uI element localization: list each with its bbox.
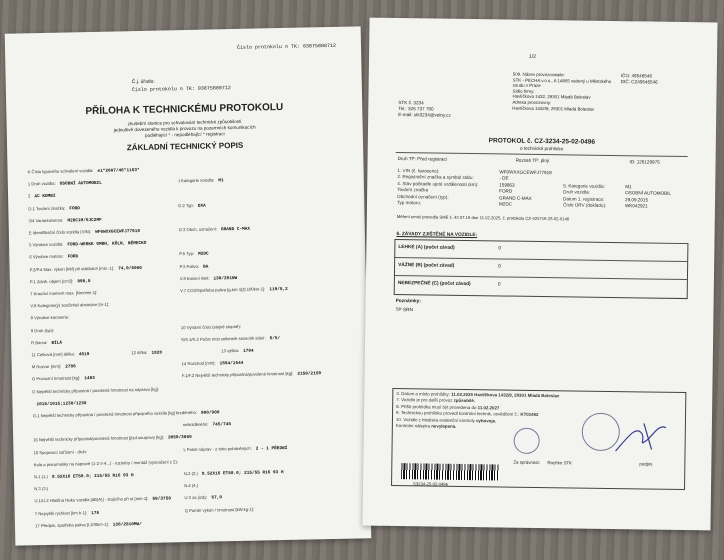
spec-label: Kola a pneumatiky na nápravě (1-2-3-4...) - rozměry / montáž (vyznačení z 2): bbox=[33, 459, 179, 468]
cj-label: Č.j. úřadu: bbox=[131, 78, 155, 86]
result-value: vyhovuje. bbox=[475, 417, 497, 423]
spec-row bbox=[30, 278, 91, 285]
spec-label: 11 Celková [mm] délka: bbox=[31, 351, 75, 358]
spec-row-secondary bbox=[184, 469, 284, 477]
spec-value: WF0WXXGCEWFJ77918 bbox=[95, 228, 141, 235]
document-subtitle bbox=[7, 116, 363, 141]
spec-value: 4519 bbox=[78, 352, 90, 358]
spec-label: 15 Největší technicky přípustná/povolená hmotnost [jízd.soupravy [kg]: bbox=[33, 434, 165, 443]
spec-value: e1*2007/46*1163* bbox=[97, 167, 140, 174]
spec-row-secondary bbox=[181, 323, 241, 329]
spec-row bbox=[30, 302, 109, 309]
spec-row bbox=[34, 472, 134, 480]
spec-label: N.1 (1.) bbox=[33, 473, 48, 480]
field-label: Typ motoru: bbox=[396, 199, 422, 206]
field-label: 5. Kategorie vozidla: bbox=[563, 183, 605, 189]
result-label: 9. Technickou prohlídku provedl kontrolní technik, osvědčení č.: bbox=[396, 410, 521, 417]
result-value: 11.02.2025 Havlíčkova 1432/8, 29301 Mladá Boleslav bbox=[451, 391, 560, 399]
company-ids bbox=[621, 73, 658, 86]
spec-value: GRAND C-MAX bbox=[220, 226, 251, 233]
field-value: M2DC bbox=[498, 201, 513, 207]
result-value: způsobilé. bbox=[453, 398, 476, 404]
spec-row-secondary bbox=[185, 506, 254, 512]
operator-line: Havlíčkova 1432/8, 29301 Mladá Boleslav bbox=[512, 105, 595, 112]
spec-row-secondary bbox=[178, 202, 206, 209]
defects-serious-count: 0 bbox=[498, 264, 501, 270]
spec-label: V.9 Kategorie(y) součinitel absorpce [m-1]: bbox=[30, 301, 110, 309]
spec-value: 3050/3050 bbox=[167, 435, 192, 441]
spec-row bbox=[32, 375, 95, 382]
spec-label: S/S.1/S.2 Počet míst celkem/k sezení/k stání: bbox=[181, 335, 266, 342]
page-number: 1/2 bbox=[528, 53, 537, 60]
spec-value: 67,0 bbox=[211, 495, 223, 501]
spec-label: D.2 Typ: bbox=[178, 202, 194, 208]
spec-row-secondary bbox=[183, 421, 231, 428]
stk-line: Tel.: 326 737 780 bbox=[398, 106, 434, 112]
spec-label: 9 Druh (typ): bbox=[30, 327, 55, 333]
spec-value: M2DC bbox=[198, 251, 209, 258]
spec-row-secondary bbox=[182, 360, 244, 367]
vehicle-field bbox=[397, 193, 532, 201]
druh-tp: Druh TP: Před registrací bbox=[397, 156, 448, 162]
operator-line: Adresa provozovny: bbox=[512, 99, 552, 106]
spec-label: U.3 za jízdy: bbox=[184, 495, 208, 501]
spec-row bbox=[29, 217, 102, 225]
operator-line: soudu v Praze bbox=[512, 82, 541, 89]
spec-row-secondary bbox=[131, 350, 162, 357]
spec-row-secondary bbox=[179, 226, 250, 233]
spec-label: 14 Rozchod [mm]: bbox=[181, 360, 216, 367]
spec-label: M Rozvor [mm]: bbox=[31, 363, 62, 370]
vehicle-field bbox=[563, 189, 672, 197]
operator-info bbox=[512, 72, 611, 113]
field-value: GRAND C-MAX bbox=[499, 195, 532, 201]
vehicle-field bbox=[397, 187, 513, 194]
result-label: Kontrolní nálepka bbox=[395, 423, 432, 429]
spec-row bbox=[31, 315, 70, 321]
spec-row bbox=[35, 510, 100, 517]
operator-line: 509. Název provozovatele: bbox=[512, 71, 565, 78]
spec-value: 2 - 1 PŘEDNÍ bbox=[255, 445, 288, 452]
field-label: 4. Stav počitadle ujeté vzdálenosti (km): bbox=[397, 180, 479, 187]
spec-row bbox=[29, 228, 140, 236]
protocol-title: PROTOKOL č. CZ-3234-25-02-0496 bbox=[488, 137, 596, 146]
spec-row-secondary bbox=[178, 177, 224, 184]
spec-label: N.2 (2.) bbox=[183, 470, 198, 477]
spec-row bbox=[33, 409, 220, 419]
result-label: 10. Vozidlo z hlediska evidenční kontroly bbox=[395, 416, 477, 423]
spec-label: P.2/P.4 Max. výkon [kW] při otáčkách [min.-1]: bbox=[29, 265, 115, 272]
sign-label: Za správnost: bbox=[513, 459, 541, 466]
spec-label: E Identifikační číslo vozidla (VIN): bbox=[28, 229, 92, 236]
spec-row bbox=[29, 240, 146, 248]
dic: DIČ: CZ49546546 bbox=[620, 79, 658, 85]
spec-label: D.1 Tovární značka: bbox=[28, 205, 66, 211]
spec-row-secondary bbox=[179, 251, 208, 258]
spec-row bbox=[34, 496, 171, 505]
field-label: Tovární značka bbox=[397, 187, 429, 193]
field-label: Číslo ORV (dokladu): bbox=[562, 202, 607, 209]
signature-label: podpis bbox=[639, 461, 653, 467]
notes-label: Poznámky: bbox=[395, 298, 421, 305]
subtitle-line: zkušební stanice pro schvalování technické způsobilosti bbox=[127, 118, 242, 127]
spec-value: 138/2010MW/ bbox=[112, 521, 142, 528]
rozsah-tp: Rozsah TP: plný bbox=[515, 157, 550, 164]
spec-value: 1493 bbox=[84, 376, 95, 382]
spec-label: V.7 CO2/Spotřeba paliva [g.km-1]/[l.100km-1]: bbox=[180, 286, 266, 294]
protocol-number-top: Číslo protokolu o TK: 03875800712 bbox=[236, 42, 337, 51]
spec-value: 74,0/6000 bbox=[118, 265, 142, 272]
field-value: WF0WXXGCEWFJ77918 bbox=[499, 169, 552, 176]
spec-row bbox=[34, 459, 178, 467]
spec-value: M2DC1M/5JC2MF bbox=[67, 217, 102, 224]
field-value: FORD bbox=[499, 188, 513, 194]
vehicle-field bbox=[397, 174, 509, 181]
spec-label: D.3 Obch. označení: bbox=[178, 226, 218, 233]
defects-light-count: 0 bbox=[498, 246, 502, 252]
right-document bbox=[362, 18, 717, 531]
spec-value: 1554/1544 bbox=[219, 361, 244, 367]
spec-row-secondary bbox=[183, 445, 287, 453]
spec-label: 1 Druh vozidla: bbox=[27, 180, 56, 187]
vehicle-field bbox=[397, 167, 552, 176]
spec-row bbox=[34, 486, 48, 491]
spec-row bbox=[31, 339, 62, 346]
stk-info bbox=[398, 100, 451, 119]
result-label: 7. Vozidlo je pro další provoz bbox=[396, 397, 454, 404]
spec-label: nebrzděného: bbox=[182, 421, 209, 428]
spec-row bbox=[30, 265, 142, 273]
spec-value: 2150/2150 bbox=[297, 371, 322, 378]
emission-note: Měření emisí provedla SME č. 42.07.19 dne 11.02.2025, č. protokolu CZ-420719-25-02-0146 bbox=[396, 213, 570, 222]
field-value: 159863 bbox=[499, 182, 515, 188]
spec-label: Q Poměr výkon / hmotnost [kW.kg-1]: bbox=[184, 506, 255, 513]
spec-row-secondary bbox=[180, 275, 237, 282]
defects-serious: VÁŽNÉ (B) (počet závad) bbox=[398, 263, 455, 269]
operator-line: Sídlo firmy: bbox=[512, 88, 535, 94]
spec-row-secondary bbox=[184, 495, 222, 502]
spec-label: K Číslo typového schválení vozidla: bbox=[27, 167, 94, 175]
spec-row bbox=[28, 167, 140, 175]
spec-row bbox=[28, 205, 80, 212]
spec-value: 1015/1015;1230/1230 bbox=[36, 400, 87, 407]
spec-label: V.8 Emisní limit: bbox=[179, 275, 210, 281]
spec-value: 69/3750 bbox=[152, 496, 172, 503]
spec-label: 13 výška: bbox=[221, 347, 240, 354]
field-label: Datum 1. registrace: bbox=[563, 196, 605, 202]
field-value: M1 bbox=[625, 184, 632, 190]
spec-row bbox=[28, 193, 56, 200]
spec-row-secondary bbox=[184, 483, 198, 488]
vehicle-field bbox=[397, 180, 515, 188]
spec-label: L Počet náprav - z toho poháněných: bbox=[183, 445, 252, 452]
document-title: PŘÍLOHA K TECHNICKÉMU PROTOKOLU bbox=[85, 101, 284, 118]
spec-row bbox=[35, 521, 142, 529]
spec-row-tertiary bbox=[221, 348, 253, 355]
result-value: nevylepena. bbox=[431, 423, 457, 429]
spec-label: N.3 (3.) bbox=[34, 486, 49, 492]
spec-label: G Provozní hmotnost [kg]: bbox=[31, 375, 81, 382]
spec-row bbox=[33, 449, 87, 455]
spec-label: 10 Výrobní číslo (stejně stupně): bbox=[180, 323, 241, 330]
barcode-text: S3234-25-02-0496 bbox=[413, 481, 449, 487]
result-value: 11.02.2027 bbox=[477, 404, 500, 411]
spec-value: 745/745 bbox=[212, 422, 232, 428]
spec-label: 5 Výrobce vozidla: bbox=[29, 241, 64, 248]
spec-value: 119/5,2 bbox=[269, 286, 288, 293]
field-value: OSOBNÍ AUTOMOBIL bbox=[625, 190, 672, 197]
spec-label: T Nejvyšší rychlost [km.h-1]: bbox=[34, 509, 88, 516]
field-label: Druh vozidla: bbox=[563, 189, 590, 196]
vehicle-field bbox=[563, 196, 649, 203]
field-label: 1. VIN (č. karoserie): bbox=[397, 167, 440, 174]
spec-value: 900/900 bbox=[200, 410, 220, 416]
spec-value: 1704 bbox=[243, 348, 254, 354]
spec-label: R Barva: bbox=[31, 339, 48, 346]
spec-label: 7 Kroutící moment max. [Nm/min-1]: bbox=[30, 289, 98, 297]
barcode bbox=[401, 463, 499, 480]
spec-row bbox=[32, 400, 86, 407]
field-value: - DE bbox=[499, 175, 509, 181]
result-line bbox=[396, 423, 457, 429]
subtitle-line: jednotlivě dovezeného vozidla k provozu na pozemních komunikacích bbox=[113, 124, 256, 133]
spec-row bbox=[33, 434, 192, 443]
defects-dangerous: NEBEZPEČNÉ (C) (počet závad) bbox=[397, 281, 471, 288]
spec-label: 17 Předpis, spotřeba paliva [l.100km-1]: bbox=[34, 521, 109, 529]
section-heading: ZÁKLADNÍ TECHNICKÝ POPIS bbox=[126, 140, 244, 153]
spec-value: BA bbox=[203, 264, 209, 270]
spec-row bbox=[30, 290, 97, 296]
spec-row-secondary bbox=[181, 335, 280, 343]
field-label: 2. Registrační značka a symbol státu: bbox=[397, 174, 474, 181]
vehicle-field bbox=[563, 183, 632, 190]
defects-light: LEHKÉ (A) (počet závad) bbox=[398, 245, 455, 251]
spec-label: P.3 Palivo: bbox=[179, 263, 200, 269]
vehicle-field bbox=[396, 199, 513, 207]
spec-label: 6 Výrobce motoru: bbox=[29, 253, 64, 260]
spec-value: 2788 bbox=[65, 364, 76, 370]
spec-label: U.1/U.2 Hladina hluku vozidla [dB(A)] - stojícího při ot [min-1]: bbox=[34, 496, 149, 504]
spec-value: 8.52X16 ET50.0; 215/55 R16 93 H bbox=[51, 473, 134, 480]
result-label: 8. Příští prohlídka musí být provedena do bbox=[396, 403, 478, 410]
spec-value: 1828 bbox=[151, 350, 163, 356]
spec-value: 8.52X16 ET50.0; 215/55 R16 93 H bbox=[201, 470, 284, 477]
spec-value: OSOBNÍ AUTOMOBIL bbox=[59, 180, 102, 187]
protocol-id: ID: 126129975 bbox=[629, 159, 660, 165]
spec-row bbox=[32, 386, 159, 394]
protocol-subtitle: o technické prohlídce bbox=[520, 145, 564, 152]
defects-title: 6. ZÁVADY ZJIŠTĚNÉ NA VOZIDLE: bbox=[396, 231, 478, 239]
spec-row bbox=[32, 364, 76, 371]
spec-value: DXA bbox=[197, 203, 206, 209]
spec-row bbox=[28, 180, 102, 188]
spec-label: N.4 (4.) bbox=[184, 483, 199, 489]
stamp-label: Razítko STK bbox=[547, 460, 573, 466]
field-value: 29.09.2015 bbox=[625, 196, 649, 203]
spec-label: P.1 Zdvih. objem [cm3]: bbox=[29, 278, 74, 285]
spec-row bbox=[31, 351, 89, 358]
operator-line: Havlíčkova 1432, 29301 Mladá Boleslav bbox=[512, 93, 591, 101]
spec-label: J Kategorie vozidla: bbox=[177, 177, 215, 184]
spec-label: F.1/F.2 Největší technicky přípustná/povolená hmotnost [kg]: bbox=[181, 371, 294, 379]
spec-label: O Největší technicky přípustná / povolená hmotnost na nápravu [kg]: bbox=[32, 386, 160, 394]
spec-label: 2 bbox=[28, 193, 31, 199]
spec-value: BÍLÁ bbox=[51, 340, 63, 346]
spec-row bbox=[29, 254, 78, 261]
spec-row-secondary bbox=[182, 371, 321, 380]
spec-value: FORD-WERKE GMBH, KÖLN, NĚMECKO bbox=[67, 241, 147, 248]
left-document bbox=[5, 26, 372, 545]
spec-label: 8 Výrobce karoserie: bbox=[30, 314, 70, 321]
subtitle-line: podléhající * - nepodléhající * registraci bbox=[144, 131, 225, 138]
result-value: KT01462 bbox=[520, 411, 539, 418]
spec-label: P.5 Typ: bbox=[179, 251, 195, 257]
spec-value: AC KOMBI bbox=[34, 194, 56, 200]
spec-value: FORD bbox=[69, 205, 80, 212]
stk-line: E-mail: stk3234@volny.cz bbox=[398, 112, 451, 118]
spec-value: FORD bbox=[67, 254, 79, 260]
spec-value: 5/5/ bbox=[269, 335, 281, 342]
operator-line: STK - PECHA v.o.s., A 14865 vedený u Městského bbox=[512, 77, 612, 84]
spec-value: M1 bbox=[218, 178, 224, 184]
spec-value: 176 bbox=[91, 510, 100, 516]
stk-line: STK č. 3234 bbox=[398, 100, 424, 106]
spec-value: 999,0 bbox=[77, 278, 91, 285]
field-label: Obchodní označení (typ): bbox=[397, 193, 449, 200]
spec-row bbox=[31, 327, 54, 332]
spec-label: 3/4 Varianta/verze: bbox=[28, 217, 64, 224]
signature bbox=[613, 417, 674, 458]
protocol-number: Číslo protokolu o TK: 03875800712 bbox=[131, 85, 231, 94]
spec-row-secondary bbox=[180, 263, 209, 270]
spec-label: 16 Spojovací zařízení - druh: bbox=[33, 448, 88, 455]
spec-label: 12 šířka: bbox=[131, 349, 148, 356]
vehicle-field bbox=[562, 202, 648, 209]
spec-row-secondary bbox=[180, 286, 288, 294]
spec-label: O.1 Největší technicky přípustná / povolená hmotnost přípojného vozidla [kg] brzděného: bbox=[32, 409, 198, 419]
result-label: 3. Datum a místo prohlídky: bbox=[396, 391, 452, 397]
ico: IČO: 49546546 bbox=[620, 73, 652, 79]
notes-value: TP SRN bbox=[395, 307, 414, 314]
defects-dangerous-count: 0 bbox=[497, 282, 501, 288]
spec-value: 130/201NW bbox=[213, 275, 238, 282]
field-value: WK042921 bbox=[624, 203, 648, 209]
